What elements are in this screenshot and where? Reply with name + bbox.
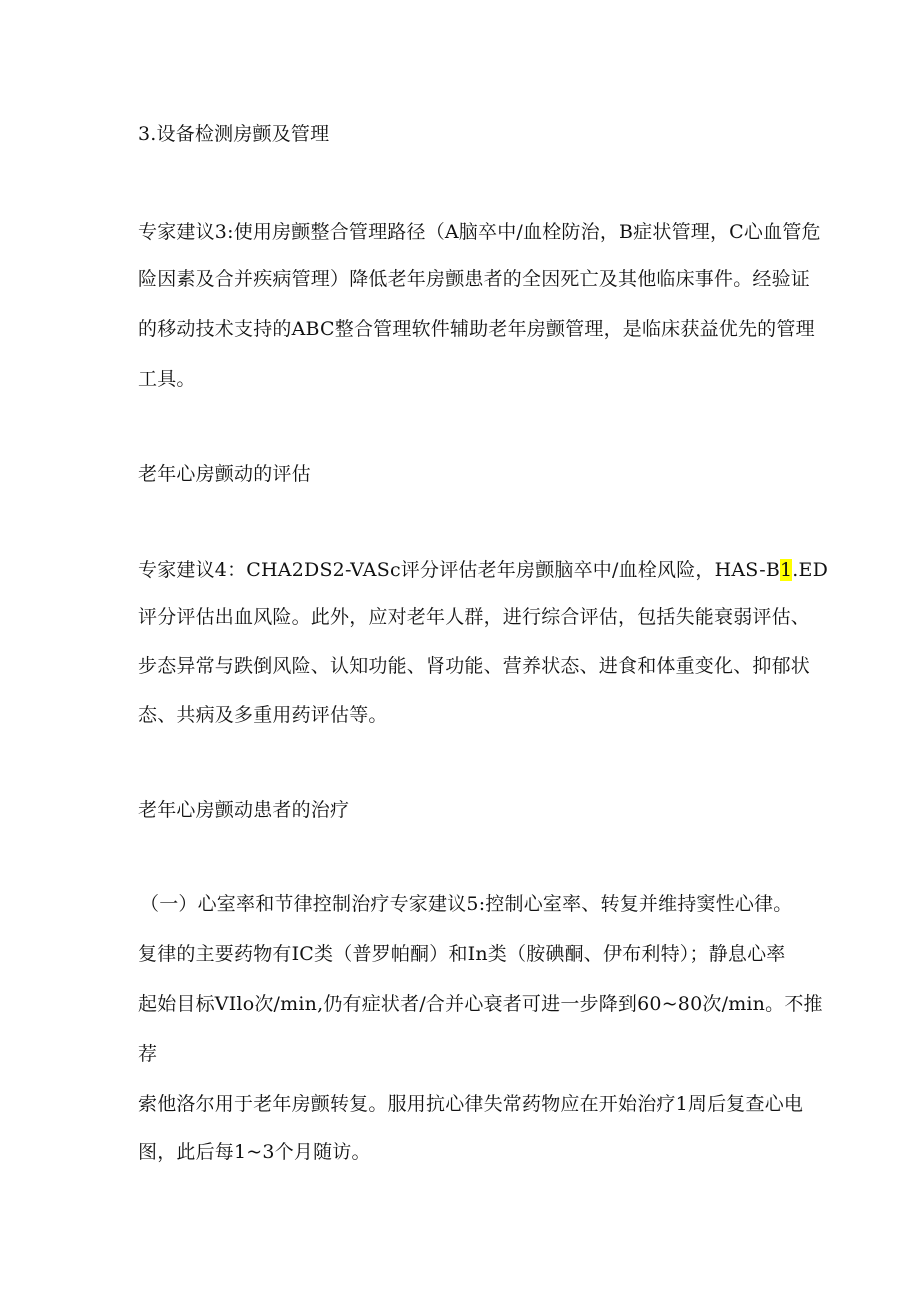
section-heading-device-detection: 3.设备检测房颤及管理 [138, 123, 330, 145]
recommendation-3-line-3: 的移动技术支持的ABC整合管理软件辅助老年房颤管理，是临床获益优先的管理 [138, 318, 815, 340]
recommendation-3-line-4: 工具。 [138, 368, 196, 390]
recommendation-4-line-1-start: 专家建议4：CHA2DS2-VASc评分评估老年房颤脑卒中/血栓风险，HAS-B [138, 559, 780, 581]
recommendation-3-line-2: 险因素及合并疾病管理）降低老年房颤患者的全因死亡及其他临床事件。经验证 [138, 268, 811, 290]
highlighted-text: 1 [779, 559, 793, 581]
recommendation-4-line-2: 评分评估出血风险。此外，应对老年人群，进行综合评估，包括失能衰弱评估、 [138, 606, 811, 628]
recommendation-5-line-5: 索他洛尔用于老年房颤转复。服用抗心律失常药物应在开始治疗1周后复查心电 [138, 1093, 804, 1115]
recommendation-5-line-4: 荐 [138, 1043, 158, 1065]
recommendation-4-line-4: 态、共病及多重用药评估等。 [138, 704, 388, 726]
recommendation-4-line-3: 步态异常与跌倒风险、认知功能、肾功能、营养状态、进食和体重变化、抑郁状 [138, 655, 811, 677]
recommendation-5-line-3: 起始目标VIlo次/min,仍有症状者/合并心衰者可进一步降到60~80次/min。不推 [138, 993, 823, 1015]
recommendation-3-line-1: 专家建议3:使用房颤整合管理路径（A脑卒中/血栓防治，B症状管理，C心血管危 [138, 221, 821, 243]
recommendation-5-line-6: 图，此后每1~3个月随访。 [138, 1141, 371, 1163]
recommendation-4-line-1 [138, 556, 828, 584]
recommendation-5-line-1: （一）心室率和节律控制治疗专家建议5:控制心室率、转复并维持窦性心律。 [140, 893, 793, 915]
section-heading-treatment: 老年心房颤动患者的治疗 [138, 799, 350, 821]
recommendation-4-line-1-end: .ED [792, 559, 829, 581]
section-heading-assessment: 老年心房颤动的评估 [138, 463, 311, 485]
recommendation-5-line-2: 复律的主要药物有IC类（普罗帕酮）和In类（胺碘酮、伊布利特）；静息心率 [138, 943, 786, 965]
